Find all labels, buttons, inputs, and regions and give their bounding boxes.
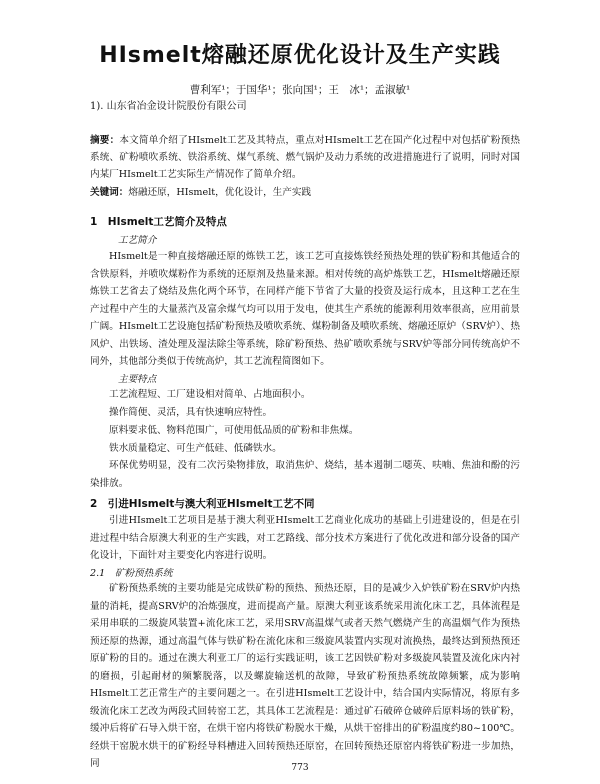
abstract-text: 本文简单介绍了HIsmelt工艺及其特点，重点对HIsmelt工艺在国产化过程中对包括矿粉预热系统、矿粉喷吹系统、铁浴系统、煤气系统、燃气锅炉及动力系统的改进措施进行了说明，同时对国内某厂HIsmelt工艺实际生产情况作了简单介绍。 xyxy=(90,135,520,180)
section-1-subheading-intro: 工艺简介 xyxy=(118,235,157,246)
section-2-heading: 2 引进HIsmelt与澳大利亚HIsmelt工艺不同 xyxy=(90,498,315,510)
feature-item: 铁水质量稳定、可生产低硅、低磷铁水。 xyxy=(109,443,282,454)
feature-item: 操作简便、灵活，具有快速响应特性。 xyxy=(109,407,273,418)
affiliation: 1). 山东省冶金设计院股份有限公司 xyxy=(90,101,247,112)
section-1-heading: 1 HIsmelt工艺简介及特点 xyxy=(90,216,227,228)
section-1-paragraph-1: HIsmelt是一种直接熔融还原的炼铁工艺，该工艺可直接炼铁经预热处理的铁矿粉和其他适合的含铁原料，并喷吹煤粉作为系统的还原剂及热量来源。相对传统的高炉炼铁工艺，HIsmelt熔融还原炼铁工艺省去了烧结及焦化两个环节，在同样产能下节省了大量的投资及运行成本，且这种工艺在生产过程中产生的大量蒸汽及富余煤气均可以用于发电，使其生产系统的能源利用效率很高，应用前景广阔。HIsmelt工艺设施包括矿粉预热及喷吹系统、煤粉制备及喷吹系统、熔融还原炉（SRV炉）、热风炉、出铁场、渣处理及湿法除尘等系统，除矿粉预热、热矿喷吹系统与SRV炉等部分同传统高炉不同外，其他部分类似于传统高炉，其工艺流程简图如下。 xyxy=(90,251,520,367)
page-number: 773 xyxy=(291,763,309,773)
paper-title: HIsmelt熔融还原优化设计及生产实践 xyxy=(99,43,501,68)
feature-item: 原料要求低、物料范围广，可使用低品质的矿粉和非焦煤。 xyxy=(109,425,359,436)
keywords-label: 关键词： xyxy=(90,187,129,198)
section-2-1-paragraph: 矿粉预热系统的主要功能是完成铁矿粉的预热、预热还原，目的是减少入炉铁矿粉在SRV炉内热量的消耗，提高SRV炉的冶炼强度，进而提高产量。原澳大利亚该系统采用流化床工艺，具体流程是采用串联的二级旋风装置+流化床工艺，采用SRV高温煤气或者天然气燃烧产生的高温烟气作为预热预还原的热源，通过高温气体与铁矿粉在流化床和三级旋风装置内实现对流换热，最终达到预热预还原矿粉的目的。通过在澳大利亚工厂的运行实践证明，该工艺因铁矿粉对多级旋风装置及流化床内衬的磨损，引起耐材的频繁脱落，以及螺旋输送机的故障，导致矿粉预热系统故障频繁，成为影响HIsmelt工艺正常生产的主要问题之一。在引进HIsmelt工艺设计中，结合国内实际情况，将原有多级流化床工艺改为两段式回转窑工艺，其具体工艺流程是：通过矿石破碎仓破碎后原料场的铁矿粉，缓冲后将矿石导入烘干窑，在烘干窑内将铁矿粉脱水干燥，从烘干窑排出的矿粉温度约80~100℃。经烘干窑脱水烘干的矿粉经导料槽进入回转预热还原窑，在回转预热还原窑内将铁矿粉进一步加热，同 xyxy=(90,583,520,769)
section-1-paragraph-2: 环保优势明显，没有二次污染物排放，取消焦炉、烧结，基本遏制二噁英、呋喃、焦油和酚的污染排放。 xyxy=(90,460,520,489)
keywords-text: 熔融还原，HIsmelt，优化设计，生产实践 xyxy=(128,187,312,198)
abstract-label: 摘要： xyxy=(90,135,120,146)
abstract xyxy=(90,132,520,183)
author-list: 曹利军¹；于国华¹；张向国¹；王 冰¹；孟淑敏¹ xyxy=(189,84,411,96)
section-1-subheading-features: 主要特点 xyxy=(118,374,157,385)
keywords xyxy=(90,184,520,201)
section-2-1-heading: 2.1 矿粉预热系统 xyxy=(90,568,173,579)
feature-item: 工艺流程短、工厂建设相对简单、占地面积小。 xyxy=(109,389,311,400)
section-2-paragraph-1: 引进HIsmelt工艺项目是基于澳大利亚HIsmelt工艺商业化成功的基础上引进建设的，但是在引进过程中结合原澳大利亚的生产实践，对工艺路线、部分技术方案进行了优化改进和部分设备的国产化设计，下面针对主要变化内容进行说明。 xyxy=(90,515,520,561)
